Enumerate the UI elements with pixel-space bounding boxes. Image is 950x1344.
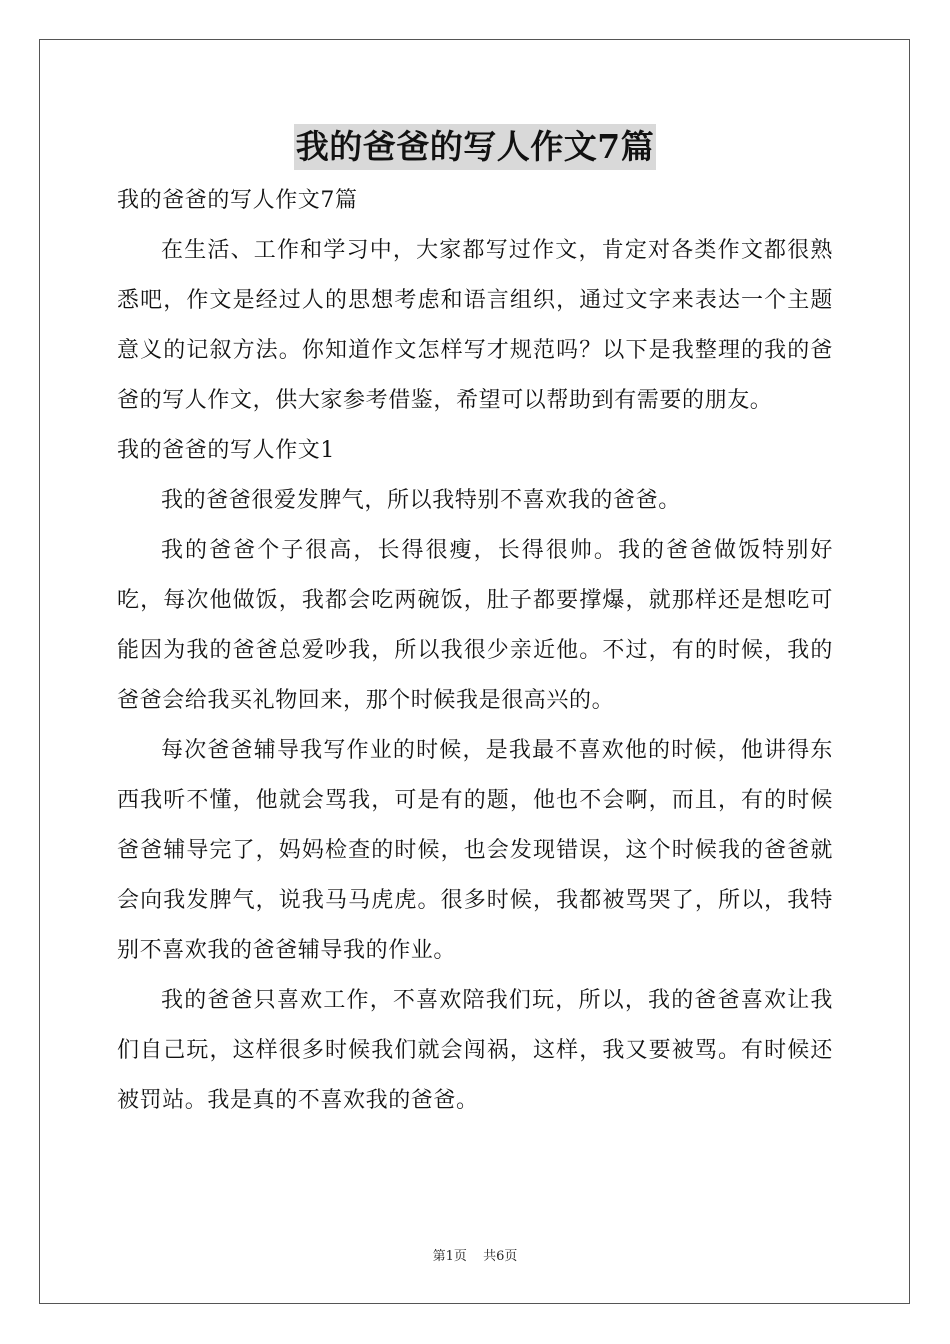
page-footer	[0, 1245, 950, 1264]
page-number-total: 共6页	[483, 1249, 518, 1264]
page-number-current: 第1页	[432, 1249, 467, 1264]
paragraph: 我的爸爸的写人作文7篇	[117, 188, 358, 213]
paragraph: 我的爸爸只喜欢工作，不喜欢陪我们玩，所以，我的爸爸喜欢让我们自己玩，这样很多时候我们就会闯祸，这样，我又要被骂。有时候还被罚站。我是真的不喜欢我的爸爸。	[117, 988, 833, 1113]
paragraph: 在生活、工作和学习中，大家都写过作文，肯定对各类作文都很熟悉吧，作文是经过人的思想考虑和语言组织，通过文字来表达一个主题意义的记叙方法。你知道作文怎样写才规范吗？以下是我整理的我的爸爸的写人作文，供大家参考借鉴，希望可以帮助到有需要的朋友。	[117, 238, 833, 413]
paragraph: 我的爸爸的写人作文1	[117, 438, 335, 463]
paragraph: 我的爸爸很爱发脾气，所以我特别不喜欢我的爸爸。	[161, 488, 681, 513]
document-title: 我的爸爸的写人作文7篇	[294, 124, 656, 170]
paragraph-list	[117, 176, 833, 1126]
document-title-wrap	[117, 124, 833, 172]
paragraph: 我的爸爸个子很高，长得很瘦，长得很帅。我的爸爸做饭特别好吃，每次他做饭，我都会吃两碗饭，肚子都要撑爆，就那样还是想吃可能因为我的爸爸总爱吵我，所以我很少亲近他。不过，有的时候，我的爸爸会给我买礼物回来，那个时候我是很高兴的。	[117, 538, 833, 713]
paragraph: 每次爸爸辅导我写作业的时候，是我最不喜欢他的时候，他讲得东西我听不懂，他就会骂我，可是有的题，他也不会啊，而且，有的时候爸爸辅导完了，妈妈检查的时候，也会发现错误，这个时候我的爸爸就会向我发脾气，说我马马虎虎。很多时候，我都被骂哭了，所以，我特别不喜欢我的爸爸辅导我的作业。	[117, 738, 833, 963]
document-body	[117, 124, 833, 1126]
